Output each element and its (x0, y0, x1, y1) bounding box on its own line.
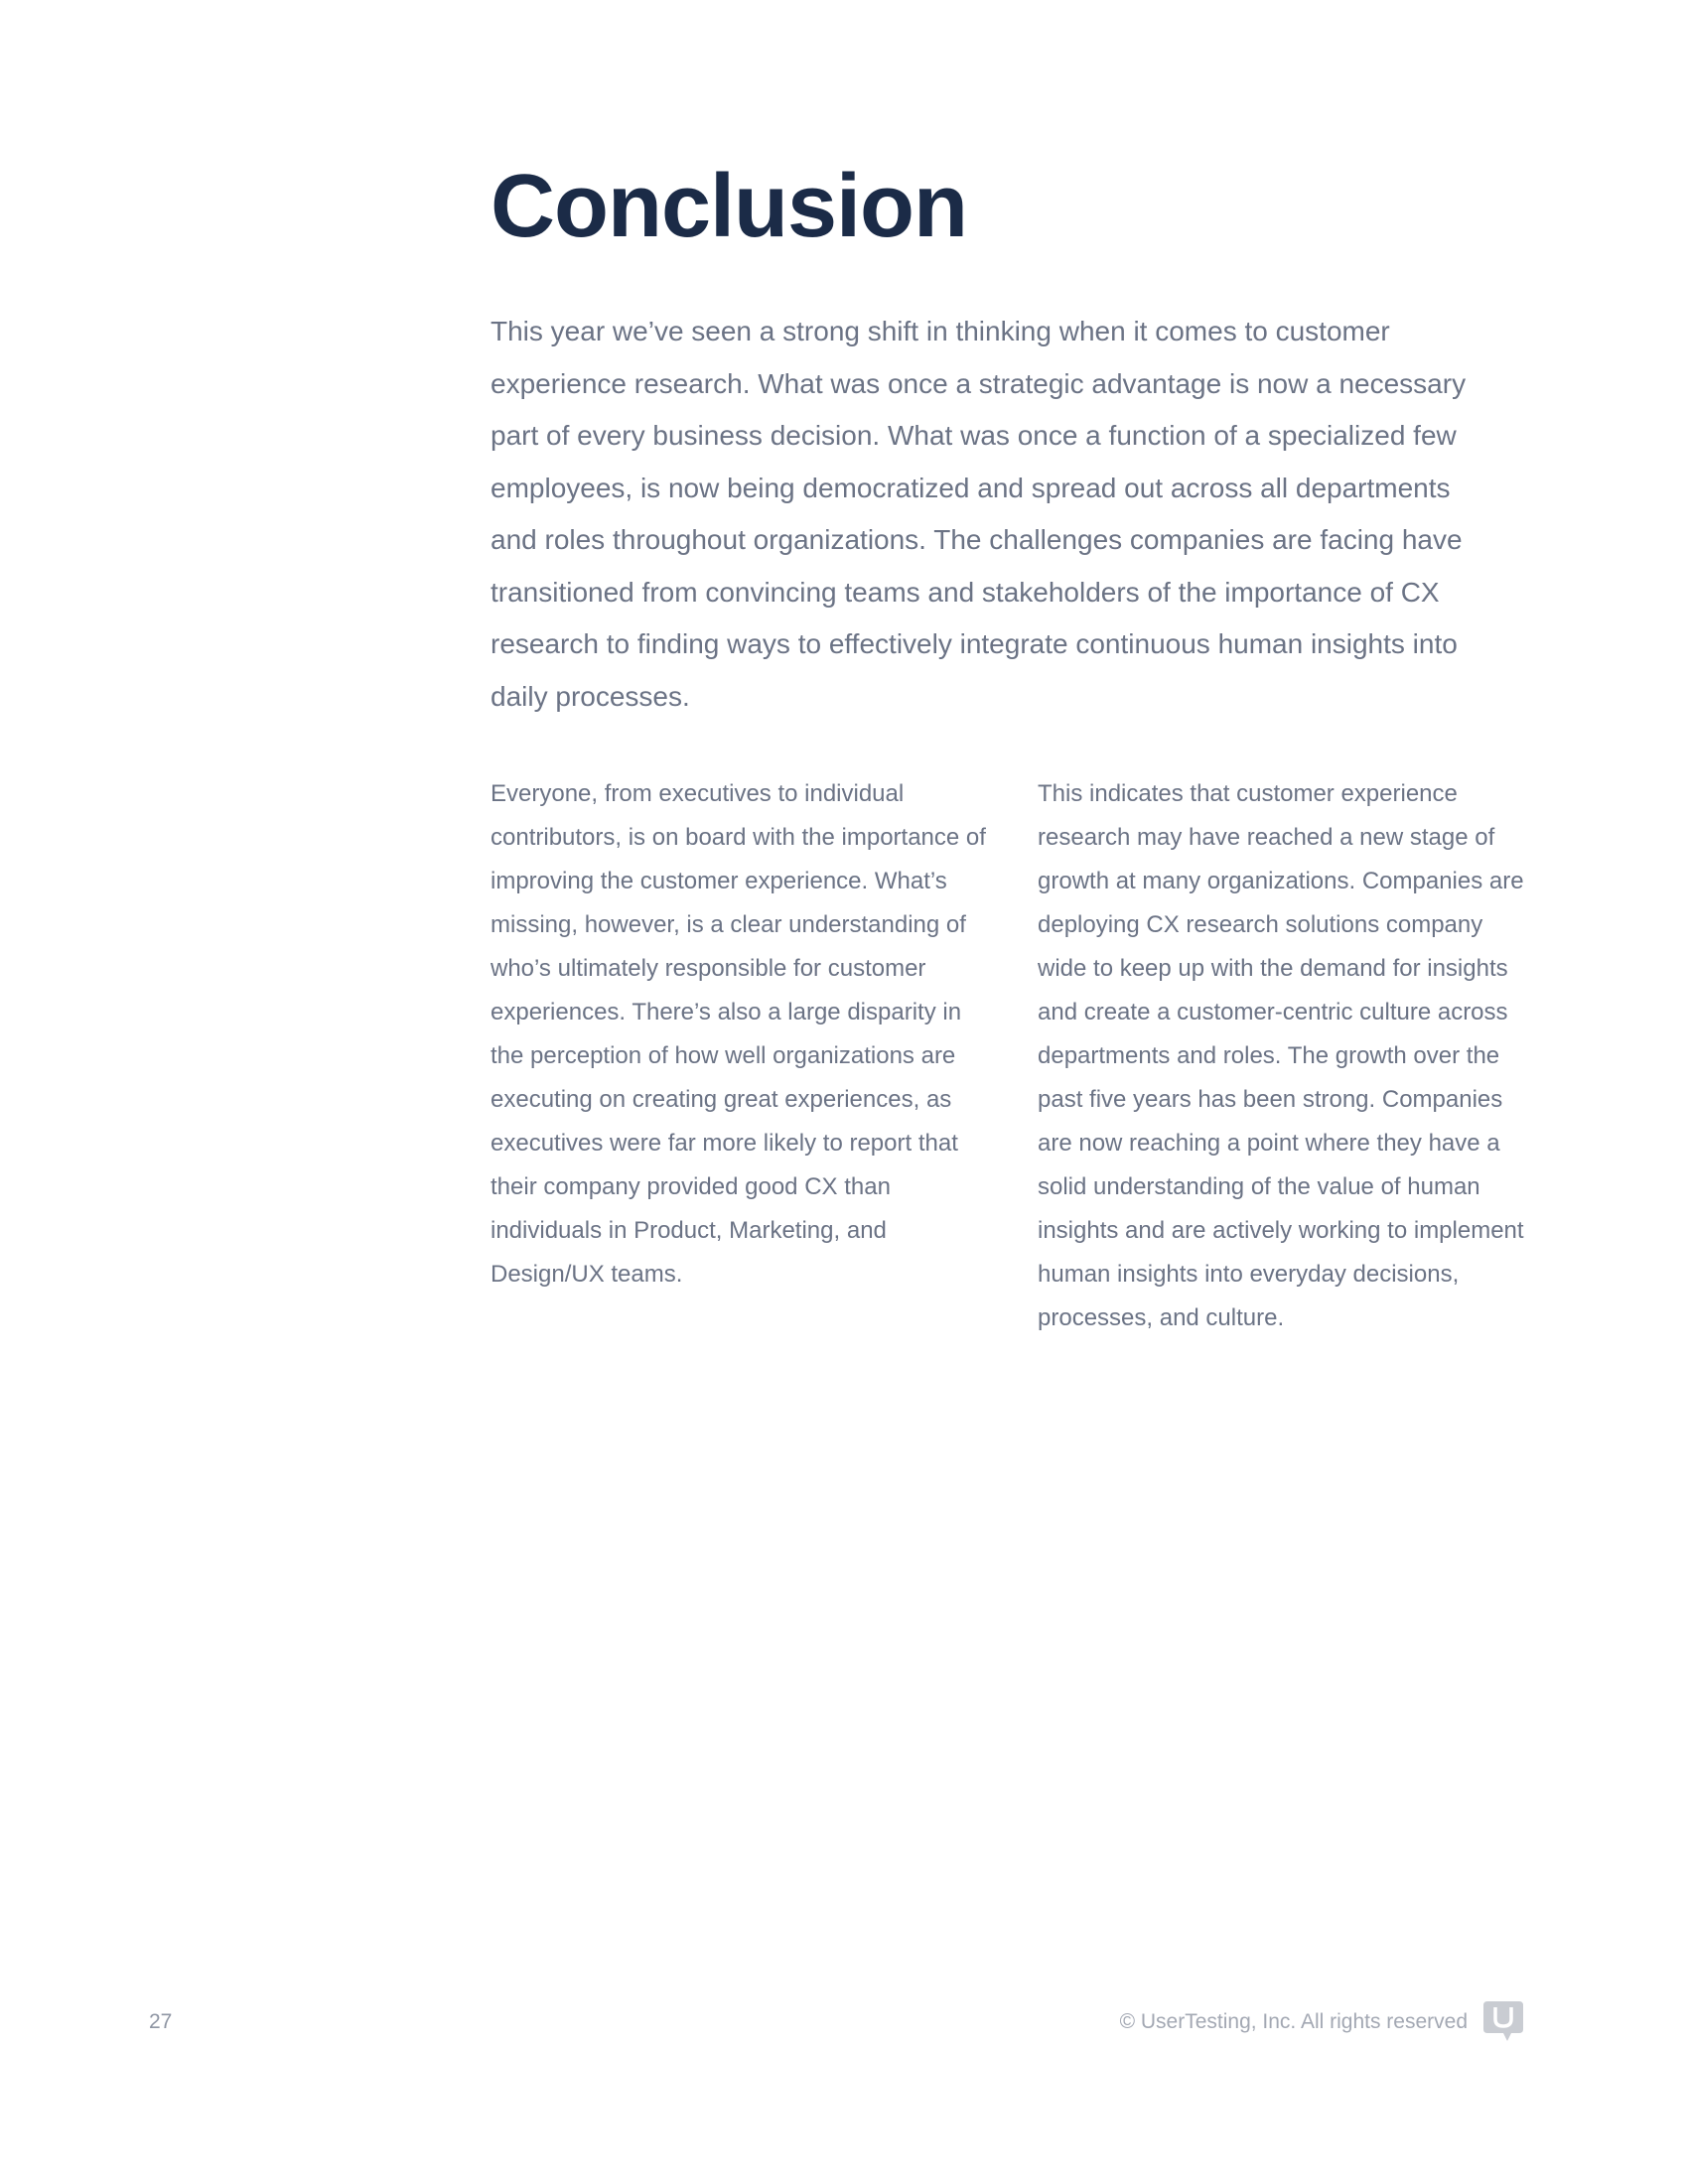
intro-paragraph: This year we’ve seen a strong shift in thinking when it comes to customer experience research. What was once a strategic advantage is now a necessary part of every business decision. What was once a function of a specialized few employees, is now being democratized and spread out across all departments and roles throughout organizations. The challenges companies are facing have transitioned from convincing teams and stakeholders of the importance of CX research to finding ways to effectively integrate continuous human insights into daily processes. (491, 316, 1467, 712)
page-number: 27 (149, 2010, 173, 2033)
right-column-paragraph: This indicates that customer experience research may have reached a new stage of growth at many organizations. Companies are deploying CX research solutions company wide to keep up with the demand for insights and create a customer-centric culture across departments and roles. The growth over the past five years has been strong. Companies are now reaching a point where they have a solid understanding of the value of human insights and are actively working to implement human insights into everyday decisions, processes, and culture. (1038, 780, 1524, 1331)
usertesting-logo-icon (1481, 1999, 1525, 2043)
page-title: Conclusion (491, 157, 967, 256)
logo-badge-shape (1483, 2001, 1523, 2041)
left-column-paragraph: Everyone, from executives to individual contributors, is on board with the importance of improving the customer experience. What’s missing, however, is a clear understanding of who’s ultimately responsible for customer experiences. There’s also a large disparity in the perception of how well organizations are executing on creating great experiences, as executives were far more likely to report that their company provided good CX than individuals in Product, Marketing, and Design/UX teams. (491, 780, 986, 1288)
copyright-text: © UserTesting, Inc. All rights reserved (1119, 2010, 1468, 2033)
